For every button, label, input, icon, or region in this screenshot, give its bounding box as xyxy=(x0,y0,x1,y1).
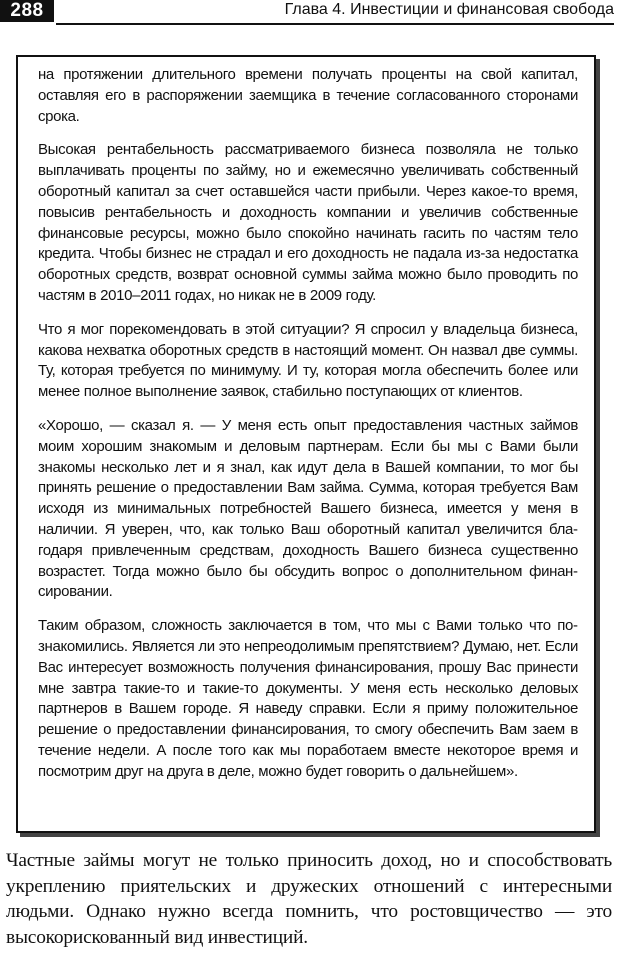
sidebar-paragraph: «Хорошо, — сказал я. — У меня есть опыт предоставления частных займов моим хорошим знакомым и деловым партнерам. Если бы мы с Вами были знакомы несколько лет и я знал, как идут дела в Вашей компании, то мог бы принять решение о предоставлении Вам займа. Сумма, которая требуется Вам исходя из минимальных потребностей Вашего бизнеса, имеется у меня в наличии. Я уверен, что, как только Ваш оборотный капитал увеличится благодаря привлеченным средствам, доходность Вашего бизнеса существенно возрастет. Тогда можно было бы обсудить вопрос о дополнительном финансировании. xyxy=(38,416,578,601)
sidebar-paragraph: на протяжении длительного времени получать проценты на свой капитал, оставляя его в распоряжении заемщика в течение согласованного сторонами срока. xyxy=(38,66,578,125)
page-header xyxy=(0,0,620,28)
sidebar-box xyxy=(16,55,596,833)
body-paragraph: Частные займы могут не только приносить доход, но и способствовать укреплению приятельских и дружеских отношений с интересными людьми. Однако нужно всегда помнить, что ростовщичество — это высокорискованный вид инвестиций. xyxy=(6,850,612,949)
page-number: 288 xyxy=(0,0,54,22)
running-head: Глава 4. Инвестиции и финансовая свобода xyxy=(284,1,614,18)
sidebar-paragraph: Высокая рентабельность рассматриваемого бизнеса позволяла не только выплачивать проценты по займу, но и ежемесячно увеличивать собственный оборотный капитал за счет оставшейся части прибыли. Через какое-то время, повысив рентабельность и доходность компании и увеличив собственные финансовые ресурсы, можно было спокойно начинать гасить по частям тело кредита. Чтобы бизнес не страдал и его доходность не падала из-за недостатка оборотных средств, возврат основной суммы займа можно было проводить по частям в 2010–2011 годах, но никак не в 2009 году. xyxy=(38,141,578,304)
sidebar-paragraph: Что я мог порекомендовать в этой ситуации? Я спросил у владельца бизнеса, какова нехватка оборотных средств в настоящий момент. Он назвал две суммы. Ту, которая требуется по минимуму. И ту, которая могла обеспечить более или менее полное выполнение заявок, стабильно поступающих от клиентов. xyxy=(38,320,578,401)
header-rule xyxy=(56,23,614,25)
sidebar-paragraph: Таким образом, сложность заключается в том, что мы с Вами только что познакомились. Является ли это непреодолимым препятствием? Думаю, нет. Если Вас интересует возможность получения финансирования, прошу Вас принести мне завтра такие-то и такие-то документы. У меня есть несколько деловых партнеров в Вашем городе. Я наведу справки. Если я приму положительное решение о предоставлении финансирования, то смогу обеспечить Вам заем в течение недели. А после того как мы поработаем вместе некоторое время и посмотрим друг на друга в деле, можно будет говорить о дальнейшем». xyxy=(38,617,578,780)
